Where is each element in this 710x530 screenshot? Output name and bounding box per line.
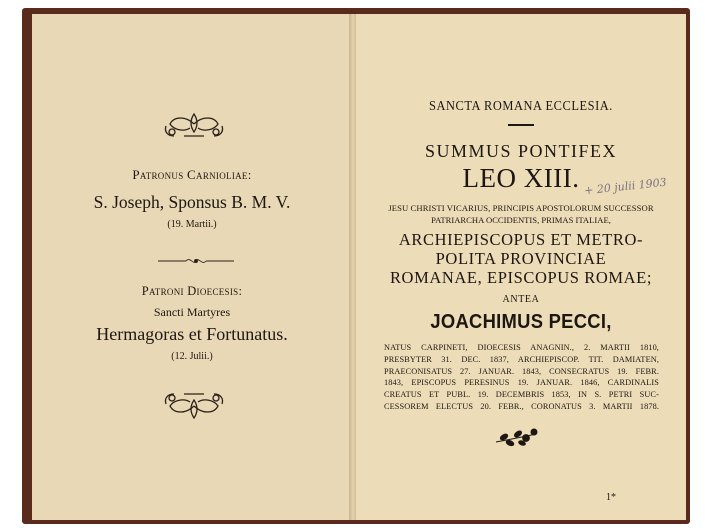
church-title: SANCTA ROMANA ECCLESIA. bbox=[429, 98, 613, 113]
bleed-through-decoration bbox=[92, 66, 100, 100]
patronus-label: Patronus Carnioliae: bbox=[132, 167, 252, 182]
biography bbox=[384, 342, 659, 413]
handwritten-note: + 20 julii 1903 bbox=[583, 175, 668, 198]
title-rule bbox=[508, 124, 534, 126]
archi-line-3: ROMANAE, EPISCOPUS ROMAE; bbox=[389, 268, 653, 287]
divider-ornament-icon bbox=[158, 256, 234, 266]
patroni-names: Hermagoras et Fortunatus. bbox=[96, 324, 288, 344]
antea: ANTEA bbox=[502, 294, 540, 305]
patroni-subtitle: Sancti Martyres bbox=[153, 305, 231, 319]
bio-line: CESSOREM ELECTUS 20. FEBR., CORONATUS 3. MARTII 1878. bbox=[384, 401, 659, 411]
patronus-date: (19. Martii.) bbox=[167, 219, 217, 230]
bio-line: NATUS CARPINETI, DIOECESIS ANAGNIN., 2. MARTII 1810, bbox=[384, 343, 659, 352]
floral-ornament-bottom-icon bbox=[162, 388, 226, 422]
floral-ornament-top-icon bbox=[162, 110, 226, 140]
summus-pontifex: SUMMUS PONTIFEX bbox=[424, 141, 618, 161]
floral-sprig-icon bbox=[492, 426, 542, 448]
page-number: 1* bbox=[606, 492, 616, 503]
birth-name: JOACHIMUS PECCI, bbox=[430, 311, 612, 333]
archi-line-1: ARCHIEPISCOPUS ET METRO- bbox=[398, 230, 644, 249]
bio-line: PRESBYTER 31. DEC. 1837, ARCHIEPISCOP. TIT. DAMIATEN, bbox=[384, 354, 659, 364]
bio-line: 1843, EPISCOPUS PERESINUS 19. JANUAR. 1846, CARDINALIS bbox=[384, 378, 659, 388]
archi-line-2: POLITA PROVINCIAE bbox=[435, 249, 607, 268]
patronus-name: S. Joseph, Sponsus B. M. V. bbox=[93, 192, 291, 212]
titles-line-1: JESU CHRISTI VICARIUS, PRINCIPIS APOSTOLORUM SUCCESSOR bbox=[388, 203, 654, 213]
bio-line: CREATUS ET PUBL. 19. DECEMBRIS 1853, IN S. PETRI SUC- bbox=[384, 390, 659, 400]
right-page bbox=[356, 14, 686, 520]
left-page bbox=[32, 14, 352, 520]
titles-line-2: PATRIARCHA OCCIDENTIS, PRIMAS ITALIAE, bbox=[431, 215, 611, 225]
patroni-label: Patroni Dioecesis: bbox=[141, 284, 243, 298]
pope-name: LEO XIII. bbox=[462, 163, 580, 193]
bio-line: PRAECONISATUS 27. JANUAR. 1843, CONSECRATUS 19. FEBR. bbox=[384, 366, 659, 376]
patroni-date: (12. Julii.) bbox=[171, 351, 213, 362]
